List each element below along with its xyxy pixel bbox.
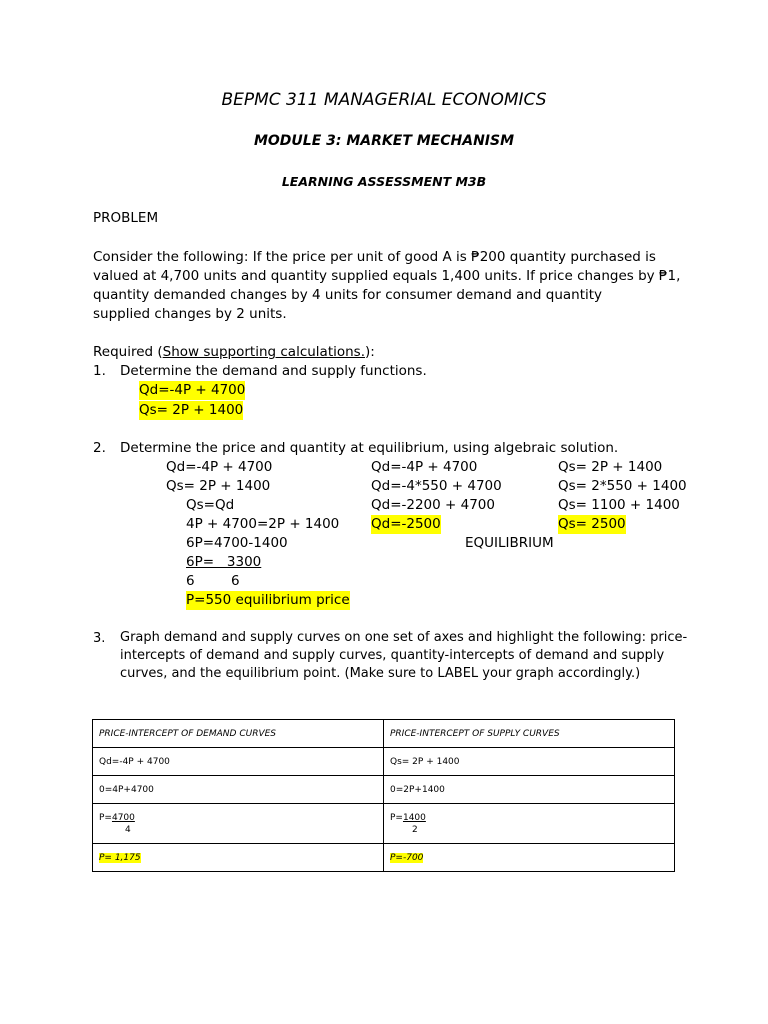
q2-col1-line1: Qd=-4P + 4700 [166,459,273,475]
table-row [93,776,675,804]
q2-col1-line6: 6P= 3300 [186,554,262,570]
q2-divisor-left: 6 [186,573,195,589]
table-cell-supply-fraction [384,804,675,844]
q2-equilibrium-price: P=550 equilibrium price [186,591,350,610]
supply-fraction-numerator: 1400 [402,812,426,823]
table-row [93,748,675,776]
q2-col2-line1: Qd=-4P + 4700 [371,459,478,475]
table-row [93,804,675,844]
demand-fraction-prefix: P= [99,812,112,823]
table-cell-demand-fraction [93,804,384,844]
problem-line-4: supplied changes by 2 units. [93,306,287,322]
q1-number: 1. [93,363,106,379]
demand-fraction-denominator: 4 [125,824,131,835]
q2-col2-line2: Qd=-4*550 + 4700 [371,478,502,494]
show-calculations-text: Show supporting calculations. [162,344,366,360]
required-line [93,343,375,362]
table-cell-demand-result [93,844,384,872]
q2-col3-line3: Qs= 1100 + 1400 [558,497,680,513]
required-prefix: Required ( [93,344,163,360]
q3-line-3: curves, and the equilibrium point. (Make sure to LABEL your graph accordingly.) [120,666,641,681]
q1-demand-function: Qd=-4P + 4700 [139,381,245,400]
table-cell-supply-zero: 0=2P+1400 [384,776,675,804]
table-row [93,844,675,872]
q2-equilibrium-label: EQUILIBRIUM [465,535,554,551]
problem-line-2: valued at 4,700 units and quantity supplied equals 1,400 units. If price changes by ₱1, [93,268,681,284]
problem-line-3: quantity demanded changes by 4 units for consumer demand and quantity [93,287,603,303]
q3-line-1: Graph demand and supply curves on one set of axes and highlight the following: price- [120,630,688,645]
problem-label: PROBLEM [93,210,159,226]
table-header-demand: PRICE-INTERCEPT OF DEMAND CURVES [93,720,384,748]
q2-divisor-right: 6 [231,573,240,589]
q2-col1-line2: Qs= 2P + 1400 [166,478,271,494]
price-intercept-table [92,719,675,872]
q2-number: 2. [93,440,106,456]
q3-number: 3. [93,631,106,646]
q2-col3-line2: Qs= 2*550 + 1400 [558,478,687,494]
q3-line-2: intercepts of demand and supply curves, quantity-intercepts of demand and supply [120,648,665,663]
supply-fraction-denominator: 2 [412,824,418,835]
q2-col1-line3: Qs=Qd [186,497,235,513]
table-cell-supply-result [384,844,675,872]
q2-col1-line4: 4P + 4700=2P + 1400 [186,516,340,532]
assessment-title: LEARNING ASSESSMENT M3B [281,174,487,189]
demand-fraction-numerator: 4700 [111,812,135,823]
q1-supply-function: Qs= 2P + 1400 [139,401,243,420]
supply-fraction-prefix: P= [390,812,403,823]
table-header-supply: PRICE-INTERCEPT OF SUPPLY CURVES [384,720,675,748]
q2-equilibrium-qd: Qd=-2500 [371,515,441,534]
q1-text: Determine the demand and supply functions. [120,363,427,379]
q2-col1-line5: 6P=4700-1400 [186,535,288,551]
q2-equilibrium-qs: Qs= 2500 [558,515,626,534]
table-cell-demand-zero: 0=4P+4700 [93,776,384,804]
table-header-row [93,720,675,748]
document-title: BEPMC 311 MANAGERIAL ECONOMICS [221,90,547,110]
q2-text: Determine the price and quantity at equilibrium, using algebraic solution. [120,440,619,456]
required-suffix: ): [365,344,375,360]
table-cell-demand-function: Qd=-4P + 4700 [93,748,384,776]
q2-col2-line3: Qd=-2200 + 4700 [371,497,495,513]
demand-price-intercept: P= 1,175 [99,852,141,863]
module-title: MODULE 3: MARKET MECHANISM [253,133,515,149]
problem-line-1: Consider the following: If the price per unit of good A is ₱200 quantity purchased is [93,249,656,265]
table-cell-supply-function: Qs= 2P + 1400 [384,748,675,776]
supply-price-intercept: P=-700 [390,852,424,863]
q2-col3-line1: Qs= 2P + 1400 [558,459,663,475]
